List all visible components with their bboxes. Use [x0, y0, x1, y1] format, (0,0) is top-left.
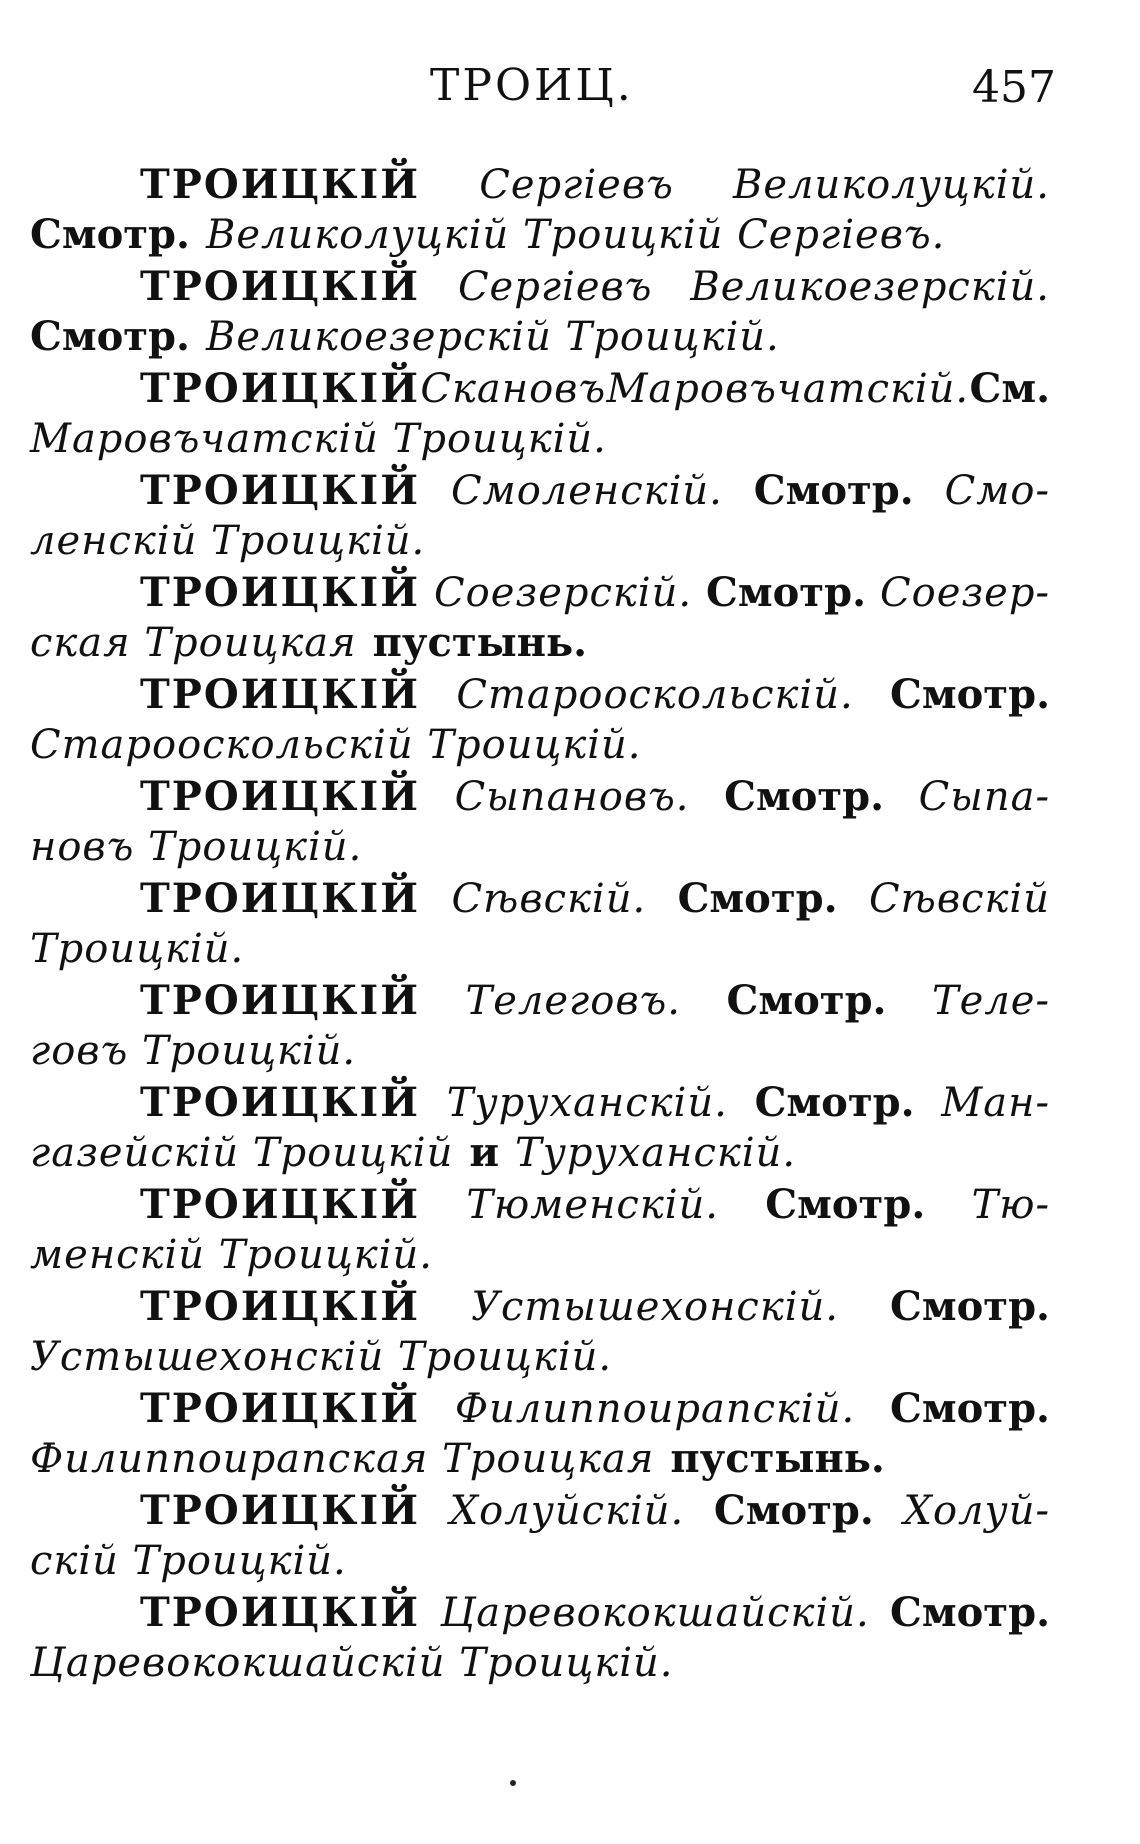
- entry-italic-text: Устышехонскій.: [471, 1284, 839, 1330]
- entry-roman-text: Смотр.: [753, 467, 914, 514]
- entry-second-line: [30, 1230, 433, 1280]
- entry-headword: ТРОИЦКІЙ: [140, 365, 421, 412]
- entry-first-line: [140, 1078, 1050, 1128]
- entry-roman-text: пустынь.: [372, 619, 588, 666]
- dictionary-entry: [0, 874, 1140, 976]
- entry-first-line: [140, 874, 1050, 924]
- entry-italic-text: Смоленскій.: [450, 468, 723, 514]
- entry-headword: ТРОИЦКІЙ: [140, 467, 421, 514]
- entry-roman-text: Смотр.: [754, 1079, 915, 1126]
- entry-headword: ТРОИЦКІЙ: [140, 1589, 421, 1636]
- entry-roman-text: пустынь.: [670, 1435, 885, 1482]
- running-title: ТРОИЦ.: [430, 60, 634, 111]
- entry-headword: ТРОИЦКІЙ: [140, 1181, 421, 1228]
- entry-italic-text: Сѣвскій.: [451, 876, 647, 922]
- entry-second-line: [30, 1434, 885, 1484]
- entry-second-line: [30, 618, 587, 668]
- entry-italic-text: Великоезерскій.: [690, 264, 1050, 310]
- entry-headword: ТРОИЦКІЙ: [140, 569, 421, 616]
- entry-second-line: [30, 312, 780, 362]
- entry-first-line: [140, 670, 1050, 720]
- dictionary-entry: [0, 364, 1140, 466]
- entry-roman-text: Смотр.: [713, 1487, 874, 1534]
- entry-italic-text: Великоезерскій Троицкій.: [205, 314, 780, 360]
- running-head: [0, 60, 1140, 120]
- entry-first-line: [140, 1384, 1050, 1434]
- entry-headword: ТРОИЦКІЙ: [140, 875, 421, 922]
- entry-italic-text: Холуйскій.: [449, 1488, 685, 1534]
- entry-roman-text: Смотр.: [765, 1181, 926, 1228]
- entry-italic-text: газейскій Троицкій: [30, 1130, 454, 1176]
- entry-headword: ТРОИЦКІЙ: [140, 671, 421, 718]
- dictionary-entry: [0, 976, 1140, 1078]
- entry-second-line: [30, 1638, 673, 1688]
- entry-italic-text: Ман-: [941, 1080, 1050, 1126]
- ink-speck: [510, 1780, 516, 1786]
- entry-first-line: [140, 1486, 1050, 1536]
- entry-roman-text: Смотр.: [30, 313, 190, 360]
- entry-headword: ТРОИЦКІЙ: [140, 1079, 421, 1126]
- entry-italic-text: Старооскольскій Троицкій.: [30, 722, 642, 768]
- dictionary-entry: [0, 1588, 1140, 1690]
- dictionary-entry: [0, 1486, 1140, 1588]
- entry-headword: ТРОИЦКІЙ: [140, 161, 421, 208]
- entry-headword: ТРОИЦКІЙ: [140, 1283, 421, 1330]
- entry-italic-text: Старооскольскій.: [456, 672, 854, 718]
- entry-italic-text: Сѣвскій: [868, 876, 1050, 922]
- entry-second-line: [30, 720, 642, 770]
- entry-second-line: [30, 414, 607, 464]
- entry-roman-text: и: [469, 1129, 500, 1176]
- dictionary-entry: [0, 1282, 1140, 1384]
- entry-second-line: [30, 210, 945, 260]
- entry-second-line: [30, 516, 425, 566]
- entry-italic-text: Соезерскій.: [434, 570, 693, 616]
- entry-headword: ТРОИЦКІЙ: [140, 977, 421, 1024]
- entry-italic-text: новъ Троицкій.: [30, 824, 363, 870]
- entry-second-line: [30, 1332, 612, 1382]
- entry-italic-text: ленскій Троицкій.: [30, 518, 426, 564]
- entry-italic-text: скій Троицкій.: [30, 1538, 347, 1584]
- entry-first-line: [140, 1588, 1050, 1638]
- page-number: 457: [972, 62, 1056, 113]
- entry-first-line: [140, 160, 1050, 210]
- entry-italic-text: менскій Троицкій.: [30, 1232, 433, 1278]
- entry-italic-text: Царевококшайскій.: [440, 1590, 870, 1636]
- entry-italic-text: Тю-: [971, 1182, 1050, 1228]
- entry-italic-text: ская Троицкая: [30, 620, 357, 666]
- entry-italic-text: Троицкій.: [30, 926, 245, 972]
- entry-italic-text: Телеговъ.: [465, 978, 681, 1024]
- entry-italic-text: Великолуцкій.: [732, 162, 1050, 208]
- dictionary-entry: [0, 1384, 1140, 1486]
- entry-roman-text: См.: [969, 365, 1050, 412]
- entry-italic-text: Царевококшайскій Троицкій.: [30, 1640, 674, 1686]
- entry-roman-text: Смотр.: [890, 1385, 1050, 1432]
- entry-italic-text: Филиппоирапская Троицкая: [30, 1436, 655, 1482]
- entry-second-line: [30, 1536, 347, 1586]
- entry-italic-text: Холуй-: [903, 1488, 1050, 1534]
- entry-first-line: [140, 1180, 1050, 1230]
- entry-first-line: [140, 1282, 1050, 1332]
- entry-roman-text: Смотр.: [677, 875, 838, 922]
- dictionary-entry: [0, 262, 1140, 364]
- entry-roman-text: Смотр.: [890, 1283, 1050, 1330]
- entry-second-line: [30, 1128, 796, 1178]
- entry-second-line: [30, 1026, 356, 1076]
- dictionary-entries: [0, 160, 1140, 1690]
- dictionary-entry: [0, 1078, 1140, 1180]
- entry-italic-text: Сергіевъ: [479, 162, 674, 208]
- entry-headword: ТРОИЦКІЙ: [140, 1385, 421, 1432]
- entry-second-line: [30, 822, 362, 872]
- entry-roman-text: Смотр.: [724, 773, 885, 820]
- entry-first-line: [140, 976, 1050, 1026]
- entry-italic-text: Туруханскій.: [515, 1130, 797, 1176]
- entry-italic-text: Соезер-: [880, 570, 1050, 616]
- entry-roman-text: Смотр.: [30, 211, 190, 258]
- dictionary-entry: [0, 772, 1140, 874]
- dictionary-entry: [0, 670, 1140, 772]
- entry-italic-text: Тюменскій.: [466, 1182, 719, 1228]
- entry-italic-text: Великолуцкій Троицкій Сергіевъ.: [205, 212, 946, 258]
- entry-italic-text: Маровъчатскій Троицкій.: [30, 416, 607, 462]
- entry-roman-text: Смотр.: [890, 671, 1050, 718]
- entry-italic-text: Сергіевъ: [457, 264, 653, 310]
- entry-italic-text: Смо-: [944, 468, 1050, 514]
- entry-first-line: [140, 466, 1050, 516]
- entry-italic-text: Филиппоирапскій.: [454, 1386, 856, 1432]
- entry-headword: ТРОИЦКІЙ: [140, 1487, 421, 1534]
- entry-italic-text: Устышехонскій Троицкій.: [30, 1334, 613, 1380]
- dictionary-entry: [0, 160, 1140, 262]
- entry-italic-text: Скановъ: [420, 366, 607, 412]
- entry-roman-text: Смотр.: [706, 569, 866, 616]
- entry-first-line: [140, 568, 1050, 618]
- entry-italic-text: Сыпановъ.: [454, 774, 690, 820]
- dictionary-entry: [0, 1180, 1140, 1282]
- entry-roman-text: Смотр.: [726, 977, 887, 1024]
- entry-italic-text: говъ Троицкій.: [30, 1028, 357, 1074]
- entry-roman-text: Смотр.: [890, 1589, 1050, 1636]
- entry-first-line: [140, 772, 1050, 822]
- entry-first-line: [140, 364, 1050, 414]
- entry-italic-text: Теле-: [931, 978, 1050, 1024]
- entry-headword: ТРОИЦКІЙ: [140, 773, 421, 820]
- entry-italic-text: Маровъчатскій.: [606, 366, 970, 412]
- dictionary-entry: [0, 568, 1140, 670]
- entry-italic-text: Сыпа-: [918, 774, 1050, 820]
- entry-second-line: [30, 924, 244, 974]
- dictionary-entry: [0, 466, 1140, 568]
- entry-headword: ТРОИЦКІЙ: [140, 263, 421, 310]
- entry-first-line: [140, 262, 1050, 312]
- entry-italic-text: Туруханскій.: [446, 1080, 728, 1126]
